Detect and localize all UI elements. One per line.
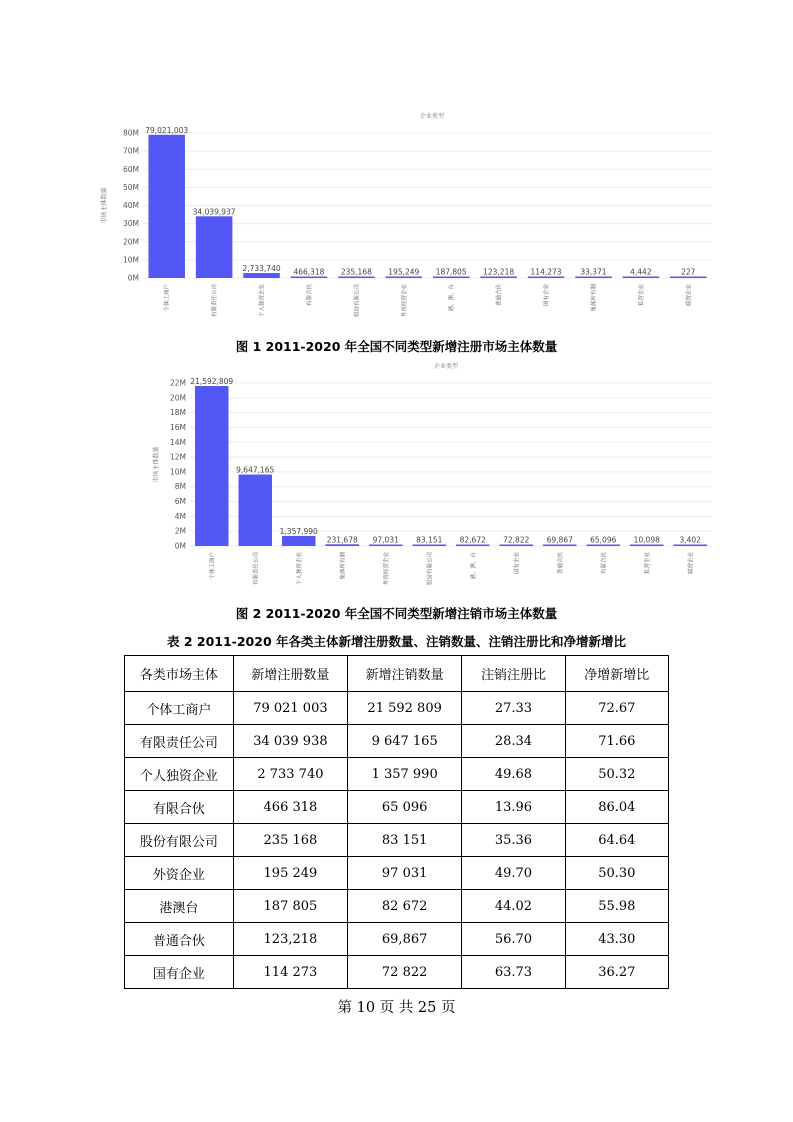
bar-9: [528, 277, 565, 279]
table-cell: 50.32: [565, 758, 668, 791]
data-label: 9,647,165: [236, 465, 275, 475]
table-cell: 44.02: [462, 890, 565, 923]
data-label: 65,096: [590, 535, 617, 545]
x-tick-label: 集体所有制: [591, 284, 598, 312]
figure-2-chart: [0, 358, 793, 598]
x-tick-label: 个体工商户: [164, 284, 171, 312]
table-cell: 466 318: [233, 791, 347, 824]
bar-7: [433, 277, 470, 279]
data-label: 69,867: [546, 535, 573, 545]
bar-8: [480, 277, 517, 279]
x-tick-label: 港、澳、台: [449, 284, 456, 312]
bar-6: [386, 277, 423, 279]
bar-9: [543, 545, 576, 547]
entity-type-cell: 国有企业: [125, 956, 234, 989]
table-cell: 50.30: [565, 857, 668, 890]
y-tick-label: 12M: [169, 452, 186, 462]
y-axis-label: 市场主体数量: [153, 446, 160, 483]
x-tick-label: 个人独资企业: [296, 552, 303, 586]
column-header: 新增注册数量: [233, 656, 347, 692]
table-row: [125, 725, 669, 758]
x-tick-label: 有限合伙: [601, 552, 608, 575]
bar-5: [369, 545, 402, 547]
column-header: 新增注销数量: [348, 656, 462, 692]
column-header: 各类市场主体: [125, 656, 234, 692]
x-tick-label: 私营企业: [638, 284, 645, 307]
data-label: 33,371: [580, 267, 607, 277]
table-cell: 2 733 740: [233, 758, 347, 791]
y-tick-label: 2M: [174, 526, 186, 536]
x-tick-label: 私营企业: [644, 552, 651, 575]
table-cell: 27.33: [462, 692, 565, 725]
table-cell: 235 168: [233, 824, 347, 857]
bar-10: [587, 545, 620, 547]
table-cell: 49.68: [462, 758, 565, 791]
data-label: 195,249: [388, 267, 420, 277]
entity-type-cell: 个体工商户: [125, 692, 234, 725]
data-label: 231,678: [326, 535, 358, 545]
y-tick-label: 6M: [174, 497, 186, 507]
bar-11: [630, 545, 663, 547]
x-tick-label: 外资经营企业: [401, 284, 408, 318]
x-tick-label: 有限责任公司: [253, 552, 260, 586]
y-tick-label: 16M: [169, 422, 186, 432]
entity-type-cell: 个人独资企业: [125, 758, 234, 791]
column-header: 注销注册比: [462, 656, 565, 692]
x-tick-label: 个人独资企业: [259, 284, 266, 318]
x-tick-label: 有限责任公司: [212, 284, 219, 318]
column-header: 净增新增比: [565, 656, 668, 692]
bar-chart-new-cancellations: [0, 358, 793, 598]
table-cell: 36.27: [565, 956, 668, 989]
table-cell: 65 096: [348, 791, 462, 824]
table-cell: 63.73: [462, 956, 565, 989]
bar-4: [291, 277, 328, 279]
bar-1: [148, 135, 185, 278]
table-cell: 72 822: [348, 956, 462, 989]
table-row: [125, 824, 669, 857]
table-cell: 21 592 809: [348, 692, 462, 725]
entity-type-cell: 有限责任公司: [125, 725, 234, 758]
chart-title: 企业类型: [433, 363, 459, 370]
bar-12: [670, 277, 707, 279]
y-tick-label: 30M: [122, 219, 139, 229]
table-cell: 83 151: [348, 824, 462, 857]
table-cell: 13.96: [462, 791, 565, 824]
bar-8: [500, 545, 533, 547]
table-cell: 55.98: [565, 890, 668, 923]
bar-3: [243, 273, 280, 278]
y-tick-label: 18M: [169, 408, 186, 418]
bar-5: [338, 277, 375, 279]
y-tick-label: 14M: [169, 437, 186, 447]
data-label: 97,031: [372, 535, 399, 545]
table-cell: 71.66: [565, 725, 668, 758]
table-cell: 9 647 165: [348, 725, 462, 758]
x-tick-label: 普通合伙: [557, 552, 564, 575]
x-tick-label: 普通合伙: [496, 284, 503, 307]
table-row: [125, 857, 669, 890]
x-tick-label: 国有企业: [514, 552, 521, 575]
y-tick-label: 10M: [122, 255, 139, 265]
data-label: 187,805: [435, 267, 467, 277]
chart-title: 企业类型: [419, 113, 445, 120]
table-row: [125, 956, 669, 989]
figure-1-caption: 图 1 2011-2020 年全国不同类型新增注册市场主体数量: [235, 339, 558, 354]
figure-1-chart: [0, 100, 793, 332]
data-label: 83,151: [416, 535, 443, 545]
table-row: [125, 923, 669, 956]
y-tick-label: 40M: [122, 201, 139, 210]
entity-type-cell: 外资企业: [125, 857, 234, 890]
table-cell: 114 273: [233, 956, 347, 989]
data-label: 1,357,990: [279, 526, 318, 536]
bar-7: [456, 545, 489, 547]
table-cell: 82 672: [348, 890, 462, 923]
x-tick-label: 集体所有制: [340, 552, 347, 580]
table-cell: 43.30: [565, 923, 668, 956]
table-cell: 195 249: [233, 857, 347, 890]
bar-11: [623, 277, 660, 279]
bar-10: [575, 277, 612, 279]
table-2-caption: 表 2 2011-2020 年各类主体新增注册数量、注销数量、注销注册比和净增新增比: [166, 634, 627, 649]
x-tick-label: 外资经营企业: [383, 552, 390, 586]
y-tick-label: 0M: [127, 273, 139, 283]
table-header-row: [125, 656, 669, 692]
table-cell: 86.04: [565, 791, 668, 824]
x-tick-label: 联营企业: [688, 552, 695, 575]
data-label: 82,672: [459, 535, 486, 545]
bar-1: [195, 386, 228, 546]
data-label: 10,098: [633, 535, 660, 545]
table-cell: 72.67: [565, 692, 668, 725]
bar-4: [326, 544, 359, 546]
page-footer: 第 10 页 共 25 页: [337, 1000, 456, 1016]
table-cell: 49.70: [462, 857, 565, 890]
figure-2-caption: 图 2 2011-2020 年全国不同类型新增注销市场主体数量: [235, 606, 558, 621]
x-tick-label: 国有企业: [544, 284, 551, 307]
table-cell: 69,867: [348, 923, 462, 956]
bar-6: [413, 545, 446, 547]
bar-2: [239, 475, 272, 546]
table-row: [125, 758, 669, 791]
data-label: 466,318: [293, 267, 325, 277]
entity-type-cell: 普通合伙: [125, 923, 234, 956]
y-tick-label: 20M: [169, 393, 186, 403]
y-tick-label: 60M: [122, 164, 139, 174]
x-tick-label: 股份有限公司: [354, 284, 361, 318]
x-tick-label: 港、澳、台: [470, 552, 477, 580]
table-cell: 56.70: [462, 923, 565, 956]
data-label: 227: [681, 267, 696, 277]
y-tick-label: 20M: [122, 237, 139, 247]
data-label: 21,592,809: [190, 377, 234, 387]
data-label: 2,733,740: [242, 264, 281, 274]
table-cell: 34 039 938: [233, 725, 347, 758]
y-tick-label: 70M: [122, 146, 139, 156]
bar-chart-new-registrations: [0, 100, 793, 332]
table-cell: 97 031: [348, 857, 462, 890]
data-label: 3,402: [679, 535, 701, 545]
market-entity-table: [124, 655, 669, 989]
table-row: [125, 791, 669, 824]
y-tick-label: 0M: [174, 541, 186, 551]
table-cell: 28.34: [462, 725, 565, 758]
y-tick-label: 80M: [122, 128, 139, 138]
entity-type-cell: 股份有限公司: [125, 824, 234, 857]
table-cell: 187 805: [233, 890, 347, 923]
data-label: 114,273: [530, 267, 562, 277]
x-tick-label: 个体工商户: [209, 552, 216, 580]
table-cell: 64.64: [565, 824, 668, 857]
data-label: 123,218: [483, 267, 515, 277]
y-tick-label: 4M: [174, 511, 186, 521]
bar-3: [282, 536, 315, 546]
x-tick-label: 联营企业: [686, 284, 693, 307]
table-cell: 1 357 990: [348, 758, 462, 791]
data-label: 235,168: [340, 267, 372, 277]
y-tick-label: 10M: [169, 467, 186, 477]
data-label: 34,039,937: [192, 207, 236, 217]
y-axis-label: 市场主体数量: [101, 187, 108, 224]
y-tick-label: 8M: [174, 482, 186, 492]
x-tick-label: 股份有限公司: [427, 552, 434, 586]
y-tick-label: 50M: [122, 182, 139, 192]
data-label: 79,021,003: [145, 125, 189, 135]
bar-12: [674, 545, 707, 547]
entity-type-cell: 有限合伙: [125, 791, 234, 824]
data-label: 4,442: [630, 267, 652, 277]
entity-type-cell: 港澳台: [125, 890, 234, 923]
y-tick-label: 22M: [169, 378, 186, 388]
table-cell: 35.36: [462, 824, 565, 857]
table-row: [125, 692, 669, 725]
table-cell: 79 021 003: [233, 692, 347, 725]
bar-2: [196, 216, 233, 278]
table-cell: 123,218: [233, 923, 347, 956]
data-label: 72,822: [503, 535, 530, 545]
x-tick-label: 有限合伙: [306, 284, 313, 307]
table-row: [125, 890, 669, 923]
